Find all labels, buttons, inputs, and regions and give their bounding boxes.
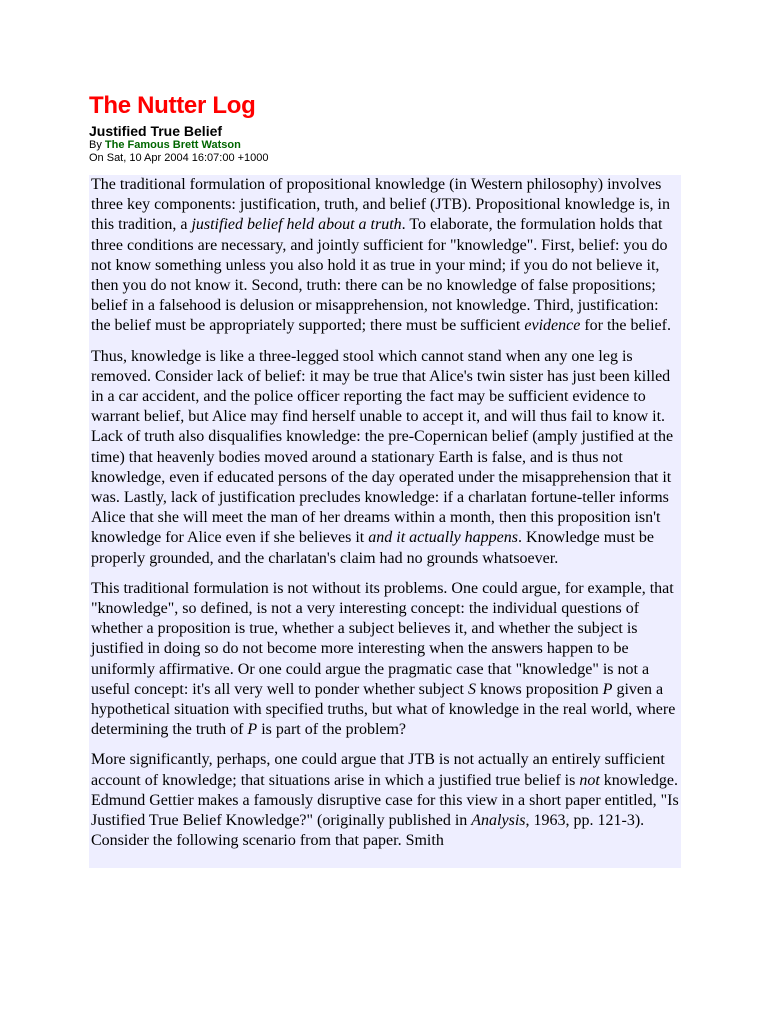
post-date: On Sat, 10 Apr 2004 16:07:00 +1000 xyxy=(89,152,269,164)
paragraph xyxy=(91,347,679,569)
emphasis-text: Analysis xyxy=(471,812,526,830)
text-run: , 1963, pp. 121-3). Consider the following scenario from that paper. Smith xyxy=(91,812,645,850)
text-run: knows proposition xyxy=(476,680,603,698)
text-run: More significantly, perhaps, one could argue that JTB is not actually an entirely sufficient account of knowledge; that situations arise in which a justified true belief is xyxy=(91,751,665,789)
text-run: Thus, knowledge is like a three-legged stool which cannot stand when any one leg is removed. Consider lack of belief: it may be true that Alice's twin sister has just been killed in a car accident, and the police officer reporting the fact may be sufficient evidence to warrant belief, but Alice may find herself unable to accept it, and will thus fail to know it. Lack of truth also disqualifies knowledge: the pre-Copernican belief (amply justified at the time) that heavenly bodies moved around a stationary Earth is false, and is thus not knowledge, even if educated persons of the day operated under the misapprehension that it was. Lastly, lack of justification precludes knowledge: if a charlatan fortune-teller informs Alice that she will meet the man of her dreams within a month, then this proposition isn't knowledge for Alice even if she believes it xyxy=(91,347,674,547)
text-run: The traditional formulation of propositional knowledge (in Western philosophy) involves three key components: justification, truth, and belief (JTB). Propositional knowledge is, in this tradition, a xyxy=(91,176,670,234)
emphasis-text: not xyxy=(579,771,600,789)
page xyxy=(89,92,681,868)
post-title: Justified True Belief xyxy=(89,123,223,139)
byline-prefix: By xyxy=(89,139,105,151)
text-run: . Knowledge must be properly grounded, and the charlatan's claim had no grounds whatsoever. xyxy=(91,529,654,567)
paragraph xyxy=(91,579,679,741)
emphasis-text: evidence xyxy=(524,317,581,335)
article-body xyxy=(89,175,681,868)
emphasis-text: and it actually happens xyxy=(368,529,519,547)
text-run: knowledge. Edmund Gettier makes a famously disruptive case for this view in a short paper entitled, "Is Justified True Belief Knowledge?" (originally published in xyxy=(91,771,679,830)
site-title: The Nutter Log xyxy=(89,92,256,119)
text-run: . To elaborate, the formulation holds that three conditions are necessary, and jointly sufficient for "knowledge". First, belief: you do not know something unless you also hold it as true in your mind; if you do not believe it, then you do not know it. Second, truth: there can be no knowledge of false propositions; belief in a falsehood is delusion or misapprehension, not knowledge. Third, justification: the belief must be appropriately supported; there must be sufficient xyxy=(91,216,668,335)
paragraph xyxy=(91,750,679,851)
text-run: This traditional formulation is not without its problems. One could argue, for example, that "knowledge", so defined, is not a very interesting concept: the individual questions of whether a proposition is true, whether a subject believes it, and whether the subject is justified in doing so do not become more interesting when the answers happen to be uniformly affirmative. Or one could argue the pragmatic case that "knowledge" is not a useful concept: it's all very well to ponder whether subject xyxy=(91,579,674,698)
author-name: The Famous Brett Watson xyxy=(104,139,241,151)
emphasis-text: P xyxy=(247,721,258,739)
text-run: given a hypothetical situation with specified truths, but what of knowledge in the real world, where determining the truth of xyxy=(91,680,676,739)
text-run: for the belief. xyxy=(580,317,671,335)
paragraph xyxy=(91,175,679,337)
text-run: is part of the problem? xyxy=(257,721,407,739)
emphasis-text: S xyxy=(468,680,476,698)
emphasis-text: justified belief held about a truth xyxy=(191,216,402,234)
byline xyxy=(89,139,681,152)
emphasis-text: P xyxy=(602,680,613,698)
